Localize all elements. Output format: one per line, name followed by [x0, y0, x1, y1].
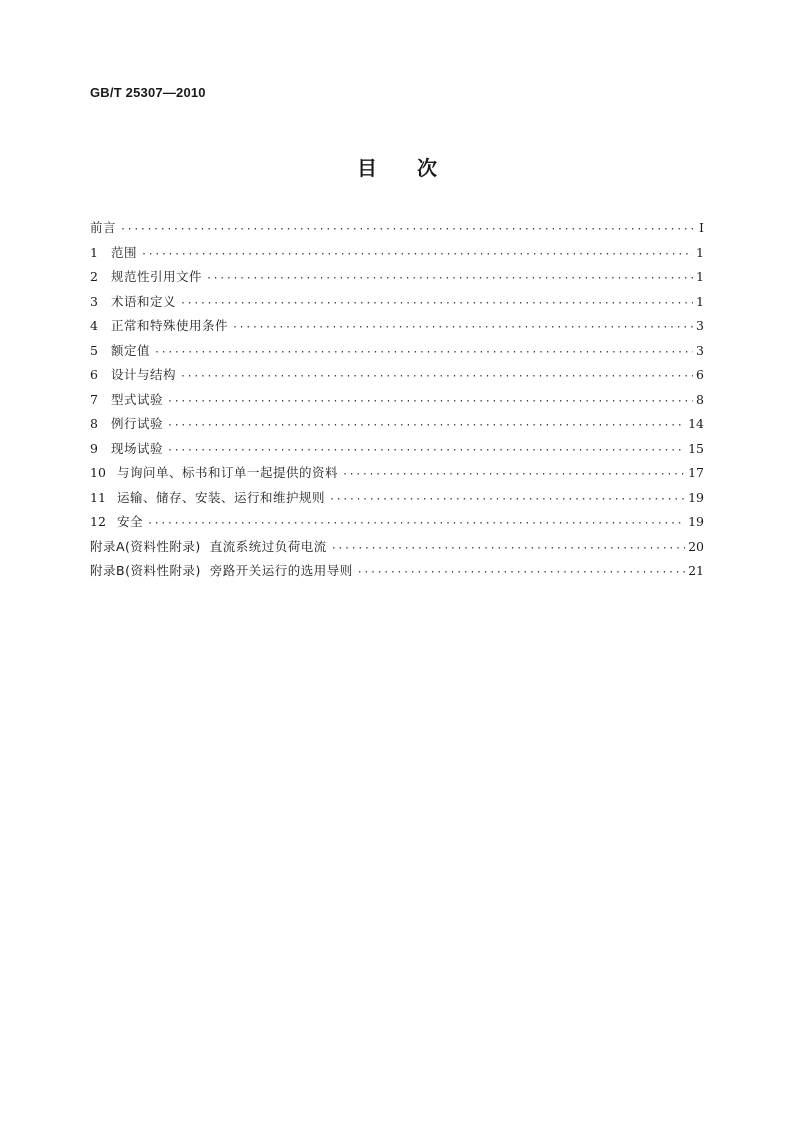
toc-leader-dots: [120, 218, 693, 243]
toc-entry-number: 7: [90, 391, 98, 407]
toc-entry-label: 前言: [90, 220, 117, 235]
toc-entry-4[interactable]: [90, 314, 704, 339]
toc-leader-dots: [167, 390, 693, 415]
toc-entry-label: 型式试验: [111, 391, 164, 407]
toc-entry-12[interactable]: [90, 510, 704, 535]
toc-entry-label: 附录B(资料性附录) 旁路开关运行的选用导则: [90, 563, 353, 578]
toc-entry-label: 范围: [111, 244, 138, 260]
toc-page-number: 19: [688, 514, 704, 529]
toc-entry-number: 8: [90, 416, 98, 431]
page-title: 目次: [357, 156, 477, 180]
toc-entry-label: 安全: [117, 514, 144, 529]
toc-page-number: 1: [696, 293, 704, 309]
toc-entry-label: 正常和特殊使用条件: [111, 318, 229, 333]
toc-entry-number: 1: [90, 244, 98, 260]
toc-leader-dots: [141, 243, 693, 268]
toc-entry-number: 2: [90, 269, 98, 284]
toc-entry-number: 4: [90, 318, 98, 333]
toc-leader-dots: [154, 341, 693, 366]
toc-page-number: 8: [696, 391, 704, 407]
toc-entry-label: 例行试验: [111, 416, 164, 431]
toc-entry-3[interactable]: [90, 290, 704, 315]
toc-leader-dots: [342, 463, 685, 488]
toc-leader-dots: [329, 488, 685, 513]
toc-page-number: 21: [688, 563, 704, 578]
toc-entry-label: 与询问单、标书和订单一起提供的资料: [117, 465, 339, 480]
table-of-contents: [90, 216, 704, 584]
toc-entry-6[interactable]: [90, 363, 704, 388]
toc-entry-number: 3: [90, 293, 98, 309]
toc-entry-8[interactable]: [90, 412, 704, 437]
toc-entry-9[interactable]: [90, 437, 704, 462]
toc-entry-label: 现场试验: [111, 440, 164, 456]
toc-leader-dots: [232, 316, 693, 341]
toc-entry-label: 额定值: [111, 342, 151, 358]
toc-entry-number: 6: [90, 367, 98, 382]
toc-entry-label: 运输、储存、安装、运行和维护规则: [117, 489, 326, 505]
toc-leader-dots: [206, 267, 693, 292]
toc-entry-2[interactable]: [90, 265, 704, 290]
standard-number: GB/T 25307—2010: [90, 85, 206, 100]
toc-entry-appendix-a[interactable]: [90, 535, 704, 560]
toc-leader-dots: [167, 439, 685, 464]
toc-page-number: 1: [696, 244, 704, 260]
toc-entry-foreword[interactable]: [90, 216, 704, 241]
toc-entry-label: 规范性引用文件: [111, 269, 203, 284]
toc-page-number: 1: [696, 269, 704, 284]
toc-leader-dots: [331, 537, 685, 562]
toc-entry-11[interactable]: [90, 486, 704, 511]
toc-entry-1[interactable]: [90, 241, 704, 266]
toc-entry-10[interactable]: [90, 461, 704, 486]
toc-page-number: 19: [688, 489, 704, 505]
toc-leader-dots: [180, 365, 693, 390]
toc-leader-dots: [357, 561, 685, 586]
toc-page-number: 17: [688, 465, 704, 480]
toc-page-number: 15: [688, 440, 704, 456]
toc-leader-dots: [167, 414, 685, 439]
toc-entry-5[interactable]: [90, 339, 704, 364]
toc-page-number: I: [699, 220, 704, 235]
toc-entry-number: 10: [90, 465, 106, 480]
toc-entry-label: 附录A(资料性附录) 直流系统过负荷电流: [90, 538, 327, 554]
toc-page-number: 6: [696, 367, 704, 382]
toc-entry-appendix-b[interactable]: [90, 559, 704, 584]
toc-entry-number: 11: [90, 489, 106, 505]
toc-entry-label: 术语和定义: [111, 293, 177, 309]
toc-entry-number: 9: [90, 440, 98, 456]
toc-entry-number: 12: [90, 514, 106, 529]
toc-leader-dots: [147, 512, 685, 537]
toc-leader-dots: [180, 292, 693, 317]
toc-page-number: 14: [688, 416, 704, 431]
toc-page-number: 3: [696, 342, 704, 358]
toc-page-number: 3: [696, 318, 704, 333]
toc-page-number: 20: [688, 538, 704, 554]
toc-entry-7[interactable]: [90, 388, 704, 413]
toc-entry-label: 设计与结构: [111, 367, 177, 382]
toc-entry-number: 5: [90, 342, 98, 358]
